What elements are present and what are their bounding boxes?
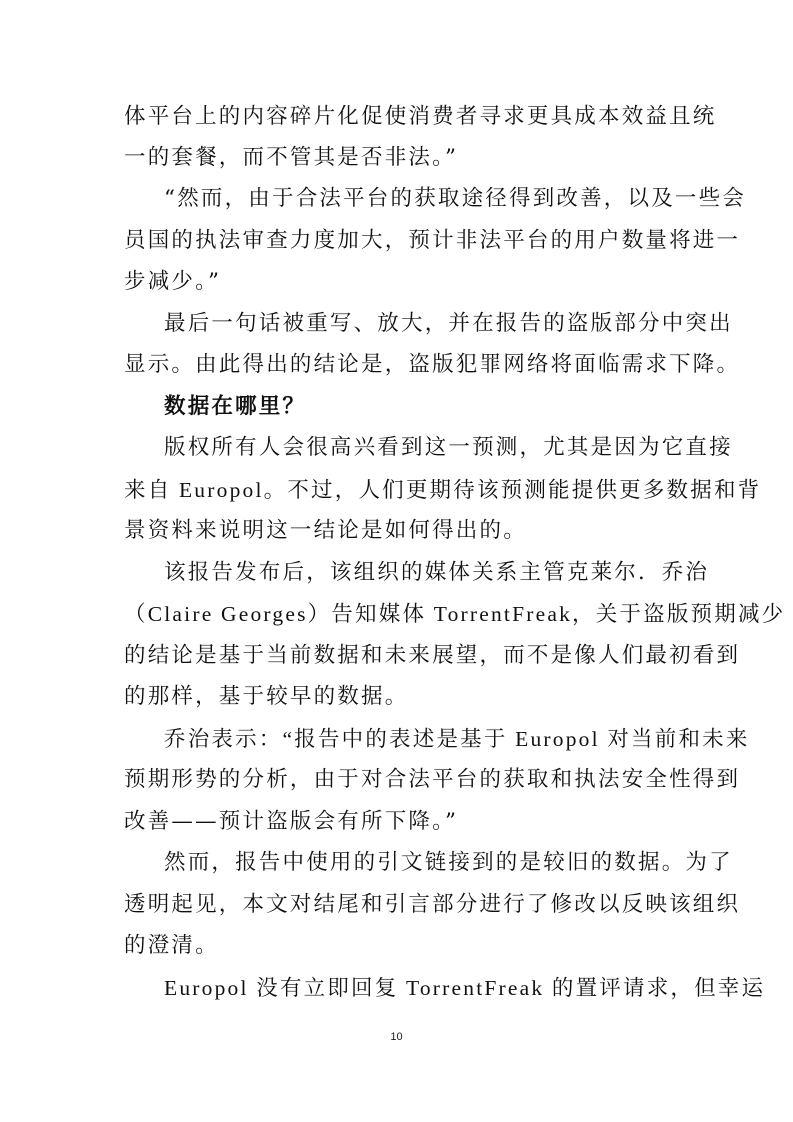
- text-line-7: 显示。由此得出的结论是，盗版犯罪网络将面临需求下降。: [124, 352, 741, 377]
- section-heading: 数据在哪里？: [164, 394, 307, 419]
- text-line-11: 该报告发布后，该组织的媒体关系主管克莱尔．乔治: [164, 560, 710, 585]
- text-line-21: Europol 没有立即回复 TorrentFreak 的置评请求，但幸运: [164, 976, 766, 1000]
- text-line-10: 景资料来说明这一结论是如何得出的。: [124, 518, 527, 543]
- page-number: 10: [390, 1031, 403, 1043]
- text-line-14: 的那样，基于较早的数据。: [124, 684, 409, 709]
- text-line-19: 透明起见，本文对结尾和引言部分进行了修改以反映该组织: [124, 892, 741, 917]
- text-line-12: （Claire Georges）告知媒体 TorrentFreak，关于盗版预期减少: [124, 602, 786, 626]
- text-line-20: 的澄清。: [124, 933, 219, 958]
- text-line-4: 员国的执法审查力度加大，预计非法平台的用户数量将进一: [124, 228, 741, 253]
- text-line-13: 的结论是基于当前数据和未来展望，而不是像人们最初看到: [124, 643, 741, 668]
- text-line-5: 步减少。”: [124, 269, 222, 294]
- text-line-17: 改善——预计盗版会有所下降。”: [124, 809, 459, 834]
- text-line-1: 体平台上的内容碎片化促使消费者寻求更具成本效益且统: [124, 104, 717, 129]
- text-line-18: 然而，报告中使用的引文链接到的是较旧的数据。为了: [164, 850, 733, 875]
- text-line-2: 一的套餐，而不管其是否非法。”: [124, 145, 459, 170]
- text-line-8: 版权所有人会很高兴看到这一预测，尤其是因为它直接: [164, 435, 733, 460]
- text-line-3: “然而，由于合法平台的获取途径得到改善，以及一些会: [164, 186, 746, 211]
- text-line-6: 最后一句话被重写、放大，并在报告的盗版部分中突出: [164, 311, 733, 336]
- text-line-9: 来自 Europol。不过，人们更期待该预测能提供更多数据和背: [124, 478, 762, 502]
- text-line-16: 预期形势的分析，由于对合法平台的获取和执法安全性得到: [124, 767, 741, 792]
- text-line-15: 乔治表示：“报告中的表述是基于 Europol 对当前和未来: [164, 727, 750, 751]
